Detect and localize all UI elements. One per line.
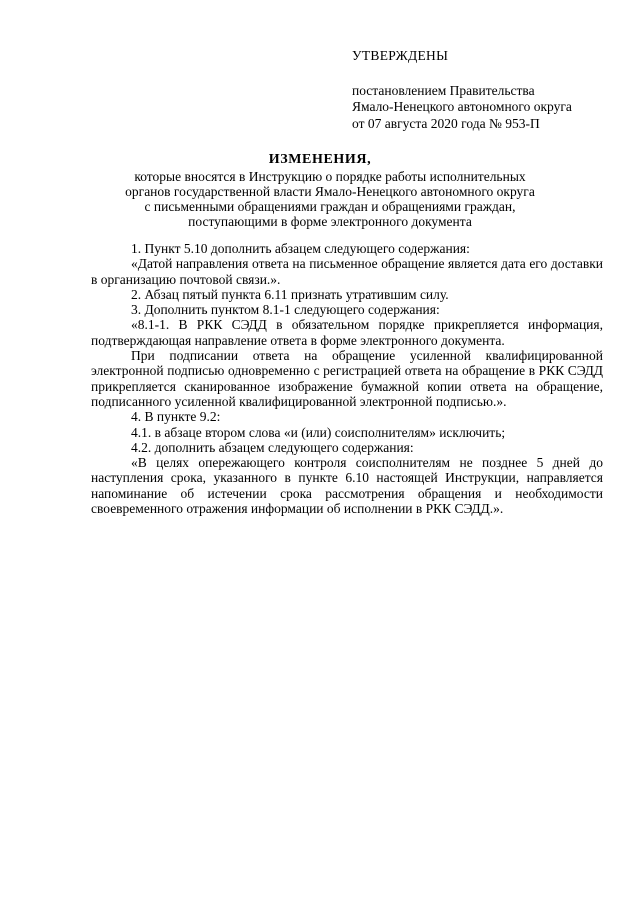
paragraph: 4. В пункте 9.2: <box>131 409 221 425</box>
paragraph: 2. Абзац пятый пункта 6.11 признать утратившим силу. <box>131 286 449 302</box>
paragraph: При подписании ответа на обращение усиленной квалифицированной электронной подписью одновременно с регистрацией ответа на обращение в РКК СЭДД прикрепляется сканированное изображение бумажной копии ответа на обращение, подписанного усиленной квалифицированной электронной подписью.». <box>91 348 603 409</box>
subtitle-line: поступающими в форме электронного документа <box>188 214 472 229</box>
paragraph: «Датой направления ответа на письменное обращение является дата его доставки в организацию почтовой связи.». <box>91 256 603 287</box>
approval-line: постановлением Правительства <box>352 82 535 98</box>
subtitle-line: с письменными обращениями граждан и обращениями граждан, <box>144 199 516 214</box>
approval-block <box>352 48 622 132</box>
document-body <box>91 241 603 516</box>
paragraph: «8.1-1. В РКК СЭДД в обязательном порядке прикрепляется информация, подтверждающая направление ответа в форме электронного документа. <box>91 317 603 348</box>
approval-title: УТВЕРЖДЕНЫ <box>352 48 449 63</box>
paragraph: 1. Пункт 5.10 дополнить абзацем следующего содержания: <box>131 241 470 256</box>
subtitle-line: которые вносятся в Инструкцию о порядке работы исполнительных <box>134 169 526 184</box>
paragraph: 4.1. в абзаце втором слова «и (или) соисполнителям» исключить; <box>131 424 506 440</box>
approval-line: Ямало-Ненецкого автономного округа <box>352 99 572 114</box>
paragraph: «В целях опережающего контроля соисполнителям не позднее 5 дней до наступления срока, указанного в пункте 6.10 настоящей Инструкции, направляется напоминание об истечении срока рассмотрения обращения и необходимости своевременного отражения информации об исполнении в РКК СЭДД.». <box>91 455 603 517</box>
paragraph: 3. Дополнить пунктом 8.1-1 следующего содержания: <box>131 302 440 318</box>
paragraph: 4.2. дополнить абзацем следующего содержания: <box>131 439 414 455</box>
document-title: ИЗМЕНЕНИЯ, <box>268 152 372 167</box>
subtitle-line: органов государственной власти Ямало-Ненецкого автономного округа <box>125 184 535 199</box>
approval-line: от 07 августа 2020 года № 953-П <box>352 115 540 131</box>
document-subtitle <box>70 169 590 229</box>
